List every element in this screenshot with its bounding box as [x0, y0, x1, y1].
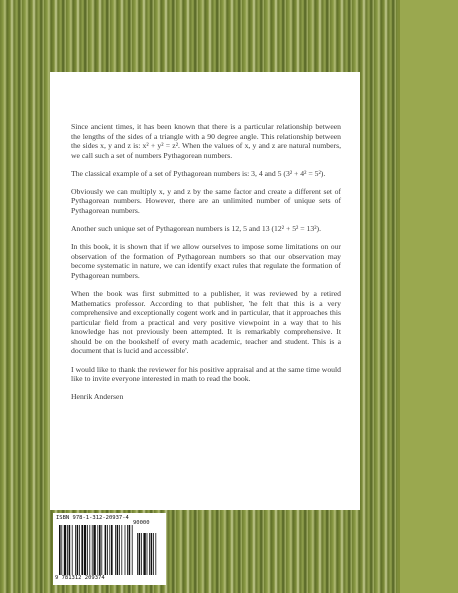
back-cover-text-panel [50, 72, 360, 510]
barcode-bars [59, 525, 159, 575]
price-addon: 90000 [133, 520, 150, 526]
paragraph-review: When the book was first submitted to a publisher, it was reviewed by a retired Mathematics professor. According to that publisher, 'he felt that this is a very comprehensive and exceptionally cogent work and in particular, that it approaches this particular field from a practical and very positive viewpoint in a way that to his knowledge has not previously been attempted. It is remarkably comprehensive. It should be on the bookshelf of every math academic, teacher and student. This is a document that is lucid and accessible'. [71, 289, 341, 356]
paragraph-classical-example: The classical example of a set of Pythagorean numbers is: 3, 4 and 5 (3² + 4² = 5²). [71, 168, 326, 178]
paragraph-book-summary: In this book, it is shown that if we allow ourselves to impose some limitations on our observation of the formation of Pythagorean numbers so that our observation may become systematic in nature, we can identify exact rules that regulate the formation of Pythagorean numbers. [71, 242, 341, 280]
paragraph-another-set: Another such unique set of Pythagorean numbers is 12, 5 and 13 (12² + 5² = 13²). [71, 224, 322, 234]
paragraph-intro: Since ancient times, it has been known that there is a particular relationship between the lengths of the sides of a triangle with a 90 degree angle. This relationship between the sides x, y and z is: x² + y² = z². When the values of x, y and z are natural numbers, we call such a set of numbers Pythagorean numbers. [71, 122, 341, 160]
barcode-digits: 9 781312 209374 [55, 575, 105, 581]
paragraph-multiply: Obviously we can multiply x, y and z by the same factor and create a different set of Pythagorean numbers. However, there are an unlimited number of unique sets of Pythagorean numbers. [71, 186, 341, 216]
blurb-text [71, 122, 341, 410]
isbn-barcode [53, 513, 166, 585]
author-signature: Henrik Andersen [71, 392, 124, 402]
book-spine [398, 0, 458, 593]
isbn-label: ISBN 978-1-312-20937-4 [56, 515, 129, 521]
paragraph-thanks: I would like to thank the reviewer for his positive appraisal and at the same time would like to invite everyone interested in math to read the book. [71, 364, 341, 384]
